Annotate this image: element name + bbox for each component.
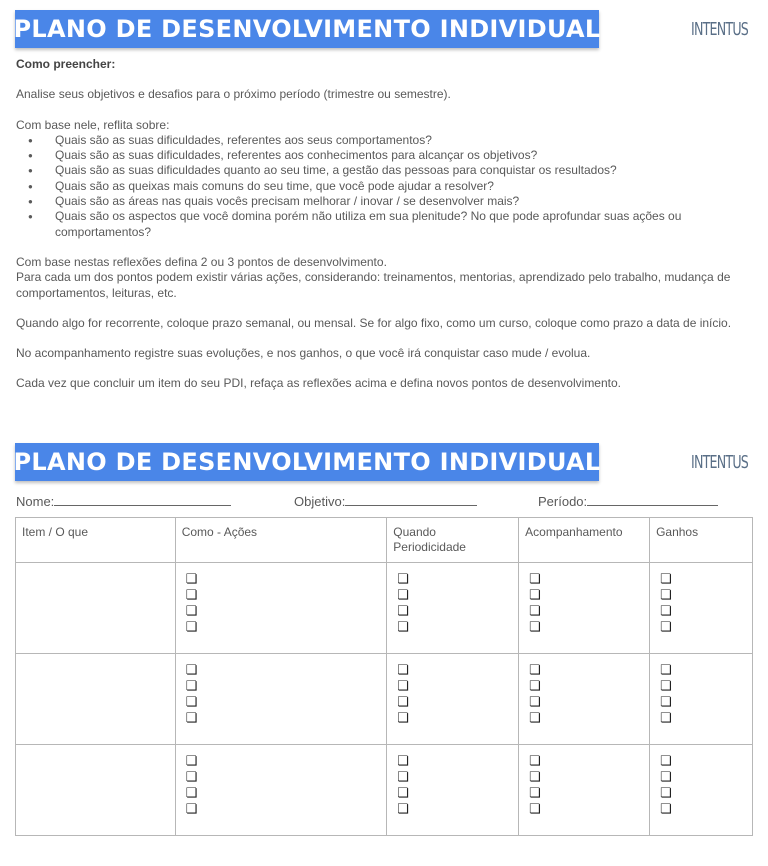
checkbox-icon[interactable]: ❏	[185, 801, 198, 816]
period-label: Período:	[538, 494, 588, 509]
checkbox-icon[interactable]: ❏	[397, 785, 409, 800]
instructions-reflect-label: Com base nele, reflita sobre:	[16, 117, 170, 132]
cell-item[interactable]	[16, 654, 176, 745]
checkbox-list	[186, 662, 387, 726]
table-row	[16, 654, 753, 745]
checkbox-list	[529, 571, 649, 635]
checkbox-list	[529, 662, 649, 726]
column-header-when: Quando Periodicidade	[387, 518, 519, 563]
checkbox-icon[interactable]: ❏	[397, 694, 409, 709]
bottom-title-text: PLANO DE DESENVOLVIMENTO INDIVIDUAL	[13, 448, 601, 476]
cell-when[interactable]	[387, 654, 519, 745]
objective-input-line[interactable]	[345, 493, 477, 506]
cell-how[interactable]	[175, 563, 387, 654]
column-header-tracking: Acompanhamento	[519, 518, 650, 563]
reflection-question-list	[16, 133, 756, 240]
column-header-gains: Ganhos	[650, 518, 753, 563]
checkbox-icon[interactable]: ❏	[529, 753, 541, 768]
checkbox-icon[interactable]: ❏	[660, 753, 672, 768]
table-header-row	[16, 518, 753, 563]
bottom-title-banner	[15, 443, 599, 481]
checkbox-list	[186, 753, 387, 817]
table-body	[16, 563, 753, 836]
checkbox-icon[interactable]: ❏	[529, 710, 541, 725]
checkbox-icon[interactable]: ❏	[529, 785, 541, 800]
checkbox-icon[interactable]: ❏	[660, 571, 672, 586]
checkbox-icon[interactable]: ❏	[397, 571, 409, 586]
checkbox-icon[interactable]: ❏	[397, 619, 409, 634]
checkbox-icon[interactable]: ❏	[397, 801, 409, 816]
top-logo: INTENTUS	[691, 19, 749, 40]
checkbox-icon[interactable]: ❏	[529, 801, 541, 816]
checkbox-list	[397, 753, 518, 817]
instructions-actions: Para cada um dos pontos podem existir várias ações, considerando: treinamentos, mentorias, aprendizado pelo trabalho, mudança de comportamentos, leituras, etc.	[16, 270, 731, 300]
instructions-tracking: No acompanhamento registre suas evoluções, e nos ganhos, o que você irá conquistar caso mude / evolua.	[16, 346, 591, 361]
checkbox-list	[186, 571, 387, 635]
checkbox-icon[interactable]: ❏	[185, 619, 198, 634]
period-input-line[interactable]	[587, 493, 718, 506]
cell-how[interactable]	[175, 654, 387, 745]
checkbox-icon[interactable]: ❏	[660, 769, 672, 784]
period-field[interactable]	[538, 493, 718, 509]
cell-gains[interactable]	[650, 745, 753, 836]
checkbox-icon[interactable]: ❏	[529, 619, 541, 634]
cell-when[interactable]	[387, 745, 519, 836]
instructions	[16, 57, 756, 392]
name-label: Nome:	[16, 494, 55, 509]
checkbox-icon[interactable]: ❏	[397, 662, 409, 677]
pdi-table	[15, 517, 753, 836]
reflection-question: ● Quais são as queixas mais comuns do seu time, que você pode ajudar a resolver?	[16, 179, 756, 194]
checkbox-icon[interactable]: ❏	[660, 678, 672, 693]
cell-tracking[interactable]	[519, 745, 650, 836]
checkbox-icon[interactable]: ❏	[185, 710, 198, 725]
checkbox-icon[interactable]: ❏	[660, 710, 672, 725]
cell-gains[interactable]	[650, 563, 753, 654]
name-input-line[interactable]	[54, 493, 231, 506]
checkbox-icon[interactable]: ❏	[397, 603, 409, 618]
cell-how[interactable]	[175, 745, 387, 836]
reflection-question: ● Quais são as áreas nas quais vocês precisam melhorar / inovar / se desenvolver mais?	[16, 194, 756, 209]
instructions-deadline: Quando algo for recorrente, coloque prazo semanal, ou mensal. Se for algo fixo, como um curso, coloque como prazo a data de início.	[16, 315, 732, 330]
cell-item[interactable]	[16, 745, 176, 836]
checkbox-icon[interactable]: ❏	[660, 662, 672, 677]
checkbox-list	[660, 753, 752, 817]
table-row	[16, 563, 753, 654]
checkbox-list	[660, 662, 752, 726]
checkbox-icon[interactable]: ❏	[397, 678, 409, 693]
cell-tracking[interactable]	[519, 654, 650, 745]
checkbox-list	[397, 571, 518, 635]
checkbox-icon[interactable]: ❏	[397, 587, 409, 602]
column-header-how: Como - Ações	[175, 518, 387, 563]
checkbox-icon[interactable]: ❏	[660, 603, 672, 618]
checkbox-icon[interactable]: ❏	[185, 753, 198, 768]
checkbox-icon[interactable]: ❏	[529, 678, 541, 693]
checkbox-icon[interactable]: ❏	[397, 710, 409, 725]
table-row	[16, 745, 753, 836]
checkbox-icon[interactable]: ❏	[529, 587, 541, 602]
checkbox-icon[interactable]: ❏	[397, 753, 409, 768]
checkbox-icon[interactable]: ❏	[660, 619, 672, 634]
checkbox-icon[interactable]: ❏	[185, 678, 198, 693]
reflection-question: ● Quais são as suas dificuldades quanto ao seu time, a gestão das pessoas para conquistar os resultados?	[16, 163, 756, 178]
instructions-redo: Cada vez que concluir um item do seu PDI, refaça as reflexões acima e defina novos pontos de desenvolvimento.	[16, 376, 621, 391]
instructions-heading: Como preencher:	[16, 57, 116, 71]
column-header-item: Item / O que	[16, 518, 176, 563]
checkbox-icon[interactable]: ❏	[185, 785, 198, 800]
bottom-logo: INTENTUS	[691, 452, 749, 473]
checkbox-icon[interactable]: ❏	[529, 603, 541, 618]
checkbox-icon[interactable]: ❏	[185, 571, 198, 586]
cell-item[interactable]	[16, 563, 176, 654]
objective-field[interactable]	[294, 493, 477, 509]
checkbox-list	[660, 571, 752, 635]
cell-when[interactable]	[387, 563, 519, 654]
checkbox-icon[interactable]: ❏	[397, 769, 409, 784]
cell-tracking[interactable]	[519, 563, 650, 654]
checkbox-icon[interactable]: ❏	[185, 694, 198, 709]
objective-label: Objetivo:	[294, 494, 346, 509]
checkbox-icon[interactable]: ❏	[185, 662, 198, 677]
checkbox-list	[529, 753, 649, 817]
instructions-define-points: Com base nestas reflexões defina 2 ou 3 pontos de desenvolvimento.	[16, 254, 387, 269]
reflection-question: ● Quais são as suas dificuldades, referentes aos seus comportamentos?	[16, 133, 756, 148]
checkbox-icon[interactable]: ❏	[185, 587, 198, 602]
checkbox-icon[interactable]: ❏	[185, 769, 198, 784]
checkbox-icon[interactable]: ❏	[660, 801, 672, 816]
checkbox-icon[interactable]: ❏	[529, 662, 541, 677]
cell-gains[interactable]	[650, 654, 753, 745]
checkbox-icon[interactable]: ❏	[660, 587, 672, 602]
checkbox-icon[interactable]: ❏	[660, 694, 672, 709]
checkbox-icon[interactable]: ❏	[529, 571, 541, 586]
name-field[interactable]	[16, 493, 231, 509]
reflection-question: ● Quais são os aspectos que você domina porém não utiliza em sua plenitude? No que pode aprofundar suas ações ou comportamentos?	[16, 209, 756, 240]
checkbox-icon[interactable]: ❏	[529, 694, 541, 709]
checkbox-list	[397, 662, 518, 726]
checkbox-icon[interactable]: ❏	[185, 603, 198, 618]
top-title-banner	[15, 10, 599, 48]
instructions-intro: Analise seus objetivos e desafios para o próximo período (trimestre ou semestre).	[16, 87, 451, 102]
reflection-question: ● Quais são as suas dificuldades, referentes aos conhecimentos para alcançar os objetivos?	[16, 148, 756, 163]
checkbox-icon[interactable]: ❏	[660, 785, 672, 800]
checkbox-icon[interactable]: ❏	[529, 769, 541, 784]
top-title-text: PLANO DE DESENVOLVIMENTO INDIVIDUAL	[13, 15, 601, 43]
